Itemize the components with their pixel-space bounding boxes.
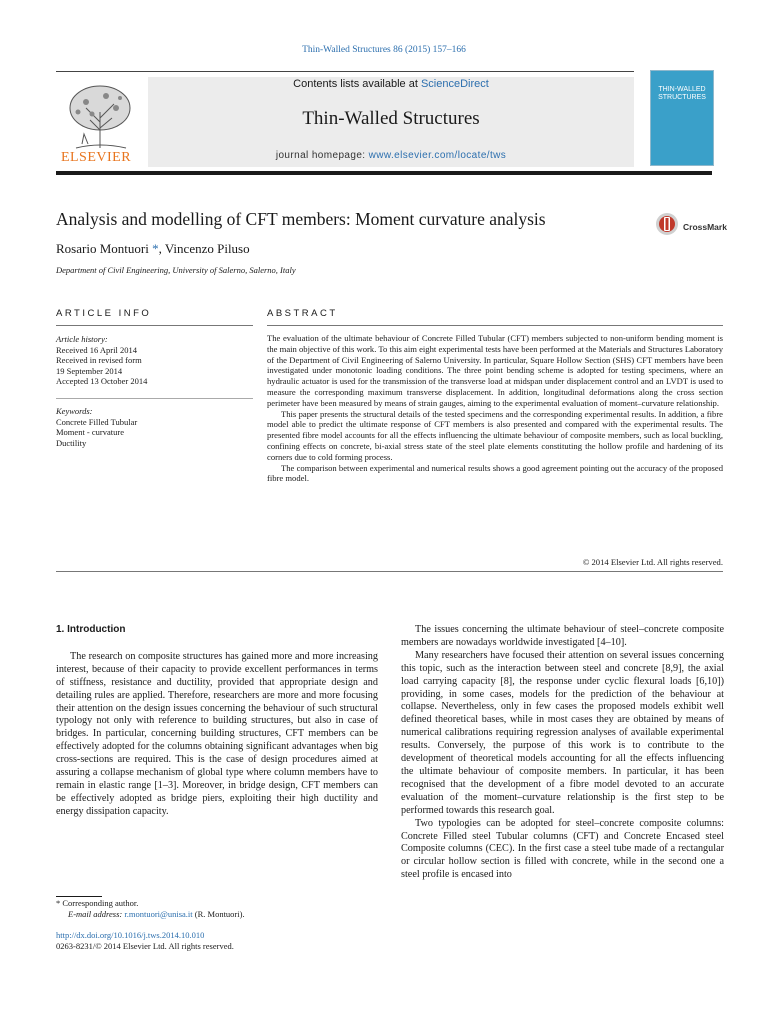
history-received: Received 16 April 2014 [56, 344, 137, 355]
abstract-paragraph: This paper presents the structural details of the tested specimens and the corresponding experimental results. In addition, a fibre model able to predict the ultimate response of CFT members is also presented and compared with the experimental results. The presented fibre model accounts for all the effects influencing the ultimate behaviour of composite members, such as local buckling, confining effects on concrete, bi-axial stress state of the steel plate elements constituting the hollow profile and hardening of its corners due to cold forming process. [267, 408, 723, 462]
contents-available-line [148, 78, 634, 90]
journal-homepage-link[interactable]: www.elsevier.com/locate/tws [368, 150, 507, 161]
keyword-item: Ductility [56, 437, 87, 448]
corresponding-author-footnote [56, 898, 378, 920]
section-heading-introduction: 1. Introduction [56, 624, 126, 635]
email-suffix: (R. Montuori). [192, 909, 245, 919]
crossmark-icon[interactable] [655, 212, 679, 236]
sciencedirect-link[interactable]: ScienceDirect [420, 78, 489, 90]
body-paragraph: The research on composite structures has gained more and more increasing interest, because of their capacity to provide excellent performances in terms of stiffness, resistance and ductility, provided that appropriate design and detailing rules are applied. Therefore, researchers are more and more focusing their attention on the design issues concerning the behaviour of such structural typology not only with reference to building structures, but also in case of bridges. In particular, concerning building structures, CFT members can be effectively adopted for the columns obtaining significant advantages when big cross-sections are required. This is the case of design procedures aimed at assuring a collapse mechanism of global type where column members have to remain in elastic range [1–3]. Moreover, in bridge design, CFT members can be effectively adopted as bridge piers, exploiting their high ductility and energy dissipation capacity. [56, 650, 378, 817]
history-label: Article history: [56, 334, 108, 344]
keyword-item: Concrete Filled Tubular [56, 416, 138, 427]
crossmark-label[interactable]: CrossMark [683, 222, 727, 232]
body-paragraph: Two typologies can be adopted for steel–concrete composite columns: Concrete Filled steel Tubular columns (CFT) and Concrete Encased steel Composite columns (CEC). In the first case a steel tube made of a rectangular or circular hollow section is filled with concrete, while in the second one a steel profile is encased into [401, 817, 724, 881]
journal-cover-title: THIN-WALLED STRUCTURES [658, 86, 706, 101]
body-column-right [401, 624, 724, 882]
author-piluso: , Vincenzo Piluso [158, 241, 250, 256]
author-affiliation: Department of Civil Engineering, University of Salerno, Salerno, Italy [56, 265, 296, 275]
history-revised-date: 19 September 2014 [56, 365, 123, 376]
journal-reference-link[interactable]: Thin-Walled Structures 86 (2015) 157–166 [302, 45, 466, 55]
homepage-label: journal homepage: [275, 150, 369, 161]
journal-homepage-line [148, 150, 634, 161]
article-info-heading: ARTICLE INFO [56, 308, 152, 319]
article-info-rule [56, 325, 253, 326]
email-label: E-mail address: [68, 909, 125, 919]
doi-link[interactable]: http://dx.doi.org/10.1016/j.tws.2014.10.010 [56, 930, 205, 940]
header-divider [56, 171, 712, 175]
keywords-list [56, 406, 253, 448]
corresponding-author-mark[interactable]: * [148, 241, 159, 256]
abstract-copyright: © 2014 Elsevier Ltd. All rights reserved. [582, 557, 723, 567]
keywords-label: Keywords: [56, 406, 93, 416]
body-column-left [56, 624, 378, 819]
journal-title: Thin-Walled Structures [302, 108, 480, 129]
abstract-paragraph: The comparison between experimental and numerical results shows a good agreement pointing out the accuracy of the proposed fibre model. [267, 462, 723, 484]
history-accepted: Accepted 13 October 2014 [56, 376, 148, 386]
elsevier-wordmark: ELSEVIER [60, 150, 132, 165]
footnote-corresponding: * Corresponding author. [56, 898, 139, 908]
footnote-rule [56, 896, 102, 897]
abstract-paragraph: The evaluation of the ultimate behaviour of Concrete Filled Tubular (CFT) members subjected to non-uniform bending moment is the main objective of this work. To this aim eight experimental tests have been performed at the Materials and Structures Laboratory of the Department of Civil Engineering of Salerno University. In particular, Square Hollow Section (SHS) CFT members have been investigated under monotonic loading conditions. The three point bending scheme is adopted for testing specimens, where an hydraulic actuator is used for the transmission of the transverse load at midspan under displacement control and an LVDT is used to measure the corresponding maximum transverse displacement. In addition, longitudinal deformations along the cross section perimeter have been measured by means of strain gauges, aiming to the experimental evaluation of moment–curvature relationship. [267, 333, 723, 408]
author-montuori: Rosario Montuori [56, 241, 149, 256]
article-title: Analysis and modelling of CFT members: Moment curvature analysis [56, 209, 546, 229]
keyword-item: Moment - curvature [56, 427, 124, 437]
abstract-rule [267, 325, 723, 326]
abstract-body [267, 333, 723, 484]
article-history [56, 334, 253, 387]
author-list [56, 241, 250, 257]
contents-prefix: Contents lists available at [293, 78, 421, 90]
footnote-email-line [56, 909, 378, 920]
doi-block [56, 930, 378, 952]
abstract-heading: ABSTRACT [267, 308, 338, 319]
issn-copyright: 0263-8231/© 2014 Elsevier Ltd. All rights reserved. [56, 941, 234, 951]
body-paragraph: The issues concerning the ultimate behaviour of steel–concrete composite members are nowadays worldwide investigated [4–10]. [401, 624, 724, 648]
history-revised-label: Received in revised form [56, 355, 142, 365]
body-paragraph: Many researchers have focused their attention on several issues concerning this topic, such as the interaction between steel and concrete [8,9], the axial load carrying capacity [8], the response under cyclic flexural loads [6,10]) providing, in some cases, models for the prediction of the behaviour at collapse. Nevertheless, only in few cases the proposed models exhibit well defined theoretical bases, while in most cases they are obtained by means of numerical calibrations requiring regression analyses of available experimental results. Conversely, the purpose of this work is to contribute to the development of theoretical models accounting for all the effects influencing the ultimate behaviour of composite members. In particular, it has been recognised that the development of a fibre model devoted to an accurate evaluation of the moment–curvature relationship is the first step to be performed towards this research goal. [401, 649, 724, 816]
header-top-rule [56, 71, 634, 72]
author-email-link[interactable]: r.montuori@unisa.it [124, 909, 193, 919]
journal-cover-thumbnail[interactable] [650, 70, 714, 166]
history-keywords-divider [56, 398, 253, 399]
front-matter-bottom-rule [56, 571, 723, 572]
